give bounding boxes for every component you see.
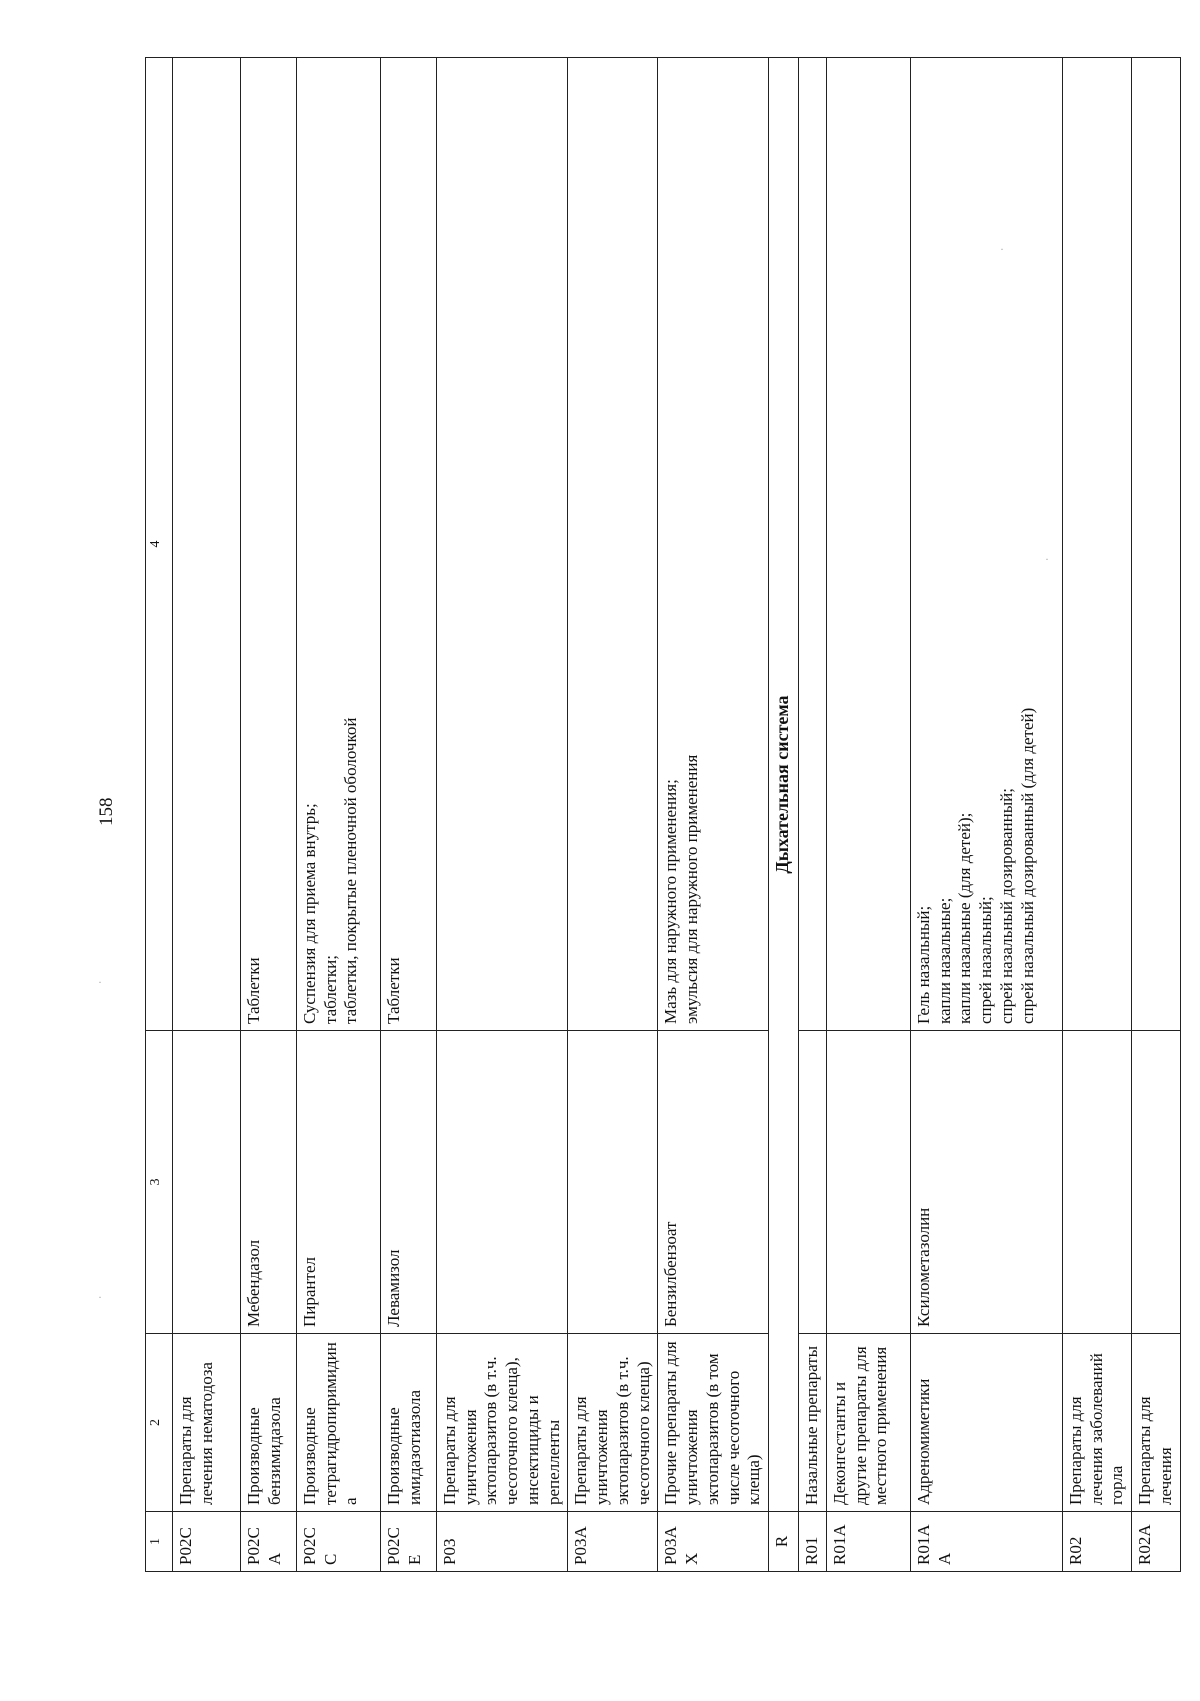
dosage-form-line: таблетки; [320, 955, 340, 1024]
dosage-form-line: капли назальные; [934, 897, 954, 1024]
substance-cell [437, 1031, 568, 1334]
code-cell: P02CA [241, 1512, 297, 1572]
table-row [568, 58, 658, 1572]
section-code: R [769, 1512, 799, 1572]
dosage-form-line: Таблетки [384, 957, 403, 1024]
table-row [173, 58, 241, 1572]
group-cell: Назальные препараты [799, 1334, 827, 1512]
dosage-form-cell [1063, 58, 1132, 1031]
page-number: 158 [96, 797, 117, 826]
scan-speck: · [98, 975, 102, 989]
dosage-form-line: Мазь для наружного применения; [661, 779, 681, 1024]
column-header-row [146, 58, 173, 1572]
dosage-form-line: капли назальные (для детей); [955, 812, 975, 1024]
table-row [799, 58, 827, 1572]
table-row [437, 58, 568, 1572]
section-title: Дыхательная система [769, 58, 799, 1512]
substance-cell [827, 1031, 911, 1334]
dosage-form-cell [1132, 58, 1180, 1031]
group-cell: Производные тетрагидропиримидина [297, 1334, 381, 1512]
dosage-form-line: Гель назальный; [914, 905, 934, 1024]
substance-cell [173, 1031, 241, 1334]
group-cell: Деконгестанты и другие препараты для местного применения [827, 1334, 911, 1512]
group-cell: Адреномиметики [911, 1334, 1063, 1512]
table-row [381, 58, 437, 1572]
group-cell: Препараты для лечения [1132, 1334, 1180, 1512]
column-header: 3 [146, 1031, 173, 1334]
code-cell: R01A [827, 1512, 911, 1572]
code-cell: R01 [799, 1512, 827, 1572]
table-row [911, 58, 1063, 1572]
substance-cell [1063, 1031, 1132, 1334]
dosage-form-cell [568, 58, 658, 1031]
dosage-form-cell [241, 58, 297, 1031]
section-row [769, 58, 799, 1572]
dosage-form-cell [911, 58, 1063, 1031]
column-header: 4 [146, 58, 173, 1031]
dosage-form-line: спрей назальный; [976, 896, 996, 1024]
table-row [658, 58, 769, 1572]
code-cell: P03A [568, 1512, 658, 1572]
rotated-table-container [145, 58, 1175, 1572]
dosage-form-line: Суспензия для приема внутрь; [300, 803, 319, 1024]
code-cell: R02 [1063, 1512, 1132, 1572]
group-cell: Прочие препараты для уничтожения эктопаразитов (в том числе чесоточного клеща) [658, 1334, 769, 1512]
group-cell: Препараты для лечения заболеваний горла [1063, 1334, 1132, 1512]
dosage-form-line: спрей назальный дозированный; [996, 788, 1016, 1024]
table-row [297, 58, 381, 1572]
dosage-form-cell [827, 58, 911, 1031]
group-cell: Производные имидазотиазола [381, 1334, 437, 1512]
dosage-form-cell [437, 58, 568, 1031]
group-cell: Препараты для уничтожения эктопаразитов (в т.ч. чесоточного клеща), инсектициды и репелленты [437, 1334, 568, 1512]
table-row [827, 58, 911, 1572]
table-row [1132, 58, 1180, 1572]
code-cell: R01AA [911, 1512, 1063, 1572]
group-cell: Производные бензимидазола [241, 1334, 297, 1512]
dosage-form-line: Таблетки [244, 957, 263, 1024]
substance-cell [799, 1031, 827, 1334]
table-row [241, 58, 297, 1572]
code-cell: P02CC [297, 1512, 381, 1572]
code-cell: P02CE [381, 1512, 437, 1572]
code-cell: P02C [173, 1512, 241, 1572]
dosage-form-line: таблетки, покрытые пленочной оболочкой [341, 717, 361, 1024]
scan-speck: · [98, 1290, 102, 1304]
code-cell: P03AX [658, 1512, 769, 1572]
table-row [1063, 58, 1132, 1572]
medication-table [145, 57, 1181, 1572]
code-cell: R02A [1132, 1512, 1180, 1572]
group-cell: Препараты для лечения нематодоза [173, 1334, 241, 1512]
dosage-form-cell [173, 58, 241, 1031]
code-cell: P03 [437, 1512, 568, 1572]
substance-cell [568, 1031, 658, 1334]
substance-cell [1132, 1031, 1180, 1334]
dosage-form-cell [658, 58, 769, 1031]
column-header: 2 [146, 1334, 173, 1512]
scan-speck: · [1000, 242, 1004, 256]
dosage-form-cell [297, 58, 381, 1031]
substance-cell: Левамизол [381, 1031, 437, 1334]
group-cell: Препараты для уничтожения эктопаразитов (в т.ч. чесоточного клеща) [568, 1334, 658, 1512]
substance-cell: Пирантел [297, 1031, 381, 1334]
dosage-form-cell [381, 58, 437, 1031]
column-header: 1 [146, 1512, 173, 1572]
scan-speck: · [1045, 552, 1049, 566]
dosage-form-cell [799, 58, 827, 1031]
substance-cell: Бензилбензоат [658, 1031, 769, 1334]
substance-cell: Ксилометазолин [911, 1031, 1063, 1334]
dosage-form-line: эмульсия для наружного применения [682, 754, 702, 1024]
substance-cell: Мебендазол [241, 1031, 297, 1334]
dosage-form-line: спрей назальный дозированный (для детей) [1017, 707, 1037, 1024]
